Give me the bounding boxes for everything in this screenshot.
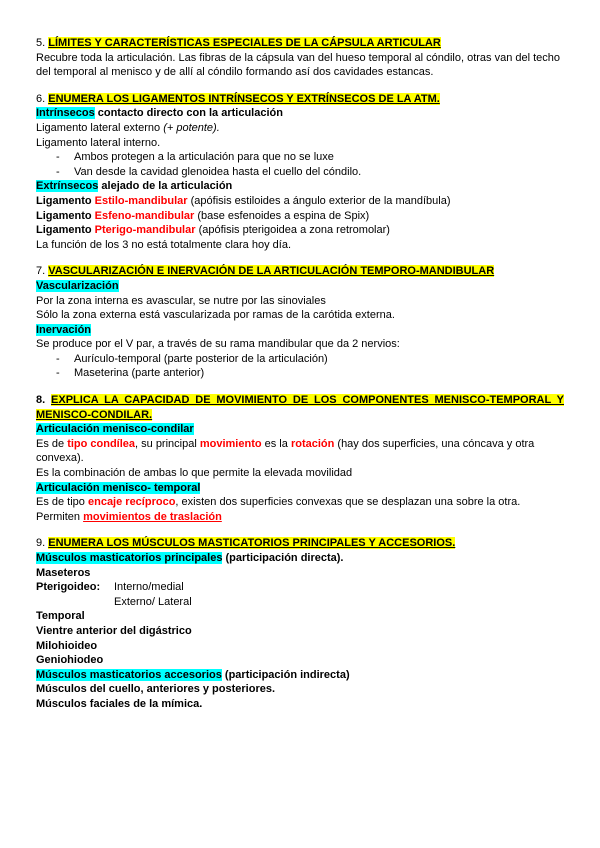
principales-desc: (participación directa). bbox=[222, 552, 344, 564]
section-number: 5. bbox=[36, 37, 46, 49]
lateral-externo: Ligamento lateral externo bbox=[36, 121, 164, 134]
pterigoideo-line bbox=[36, 580, 564, 595]
section-title: ENUMERA LOS LIGAMENTOS INTRÍNSECOS Y EXTRÍNSECOS DE LA ATM. bbox=[48, 92, 440, 105]
section-title: VASCULARIZACIÓN E INERVACIÓN DE LA ARTICULACIÓN TEMPORO-MANDIBULAR bbox=[48, 265, 495, 278]
section-9-heading bbox=[36, 536, 564, 551]
accesorios-desc: (participación indirecta) bbox=[221, 668, 350, 681]
principales-line bbox=[36, 551, 564, 566]
intrinsecos-label: Intrínsecos bbox=[36, 107, 95, 120]
highlight-term: movimientos de traslación bbox=[83, 510, 222, 523]
muscle-item: Vientre anterior del digástrico bbox=[36, 624, 192, 637]
highlight-term: encaje recíproco bbox=[87, 496, 176, 509]
ligament-name: Esfeno-mandibular bbox=[94, 209, 195, 222]
extrinsecos-desc: alejado de la articulación bbox=[98, 180, 233, 193]
ligament-line bbox=[36, 223, 564, 238]
section-8-heading bbox=[36, 393, 564, 422]
inervacion-label: Inervación bbox=[36, 323, 92, 336]
muscle-item: Músculos del cuello, anteriores y posteriores. bbox=[36, 683, 276, 696]
ligament-desc: (apófisis pterigoidea a zona retromolar) bbox=[195, 224, 390, 237]
principales-label: Músculos masticatorios principales bbox=[36, 552, 223, 564]
lateral-externo-note: (+ potente). bbox=[163, 121, 220, 134]
pterigoideo-2: Externo/ Lateral bbox=[114, 595, 192, 608]
ligament-word: Ligamento bbox=[36, 194, 95, 207]
closing-line: La función de los 3 no está totalmente clara hoy día. bbox=[36, 238, 291, 251]
muscle-item: Milohioideo bbox=[36, 639, 98, 652]
accesorios-line bbox=[36, 668, 564, 683]
menisco-temporal-heading bbox=[36, 481, 564, 496]
inervacion-text: Se produce por el V par, a través de su rama mandibular que da 2 nervios: bbox=[36, 338, 400, 351]
ligament-word: Ligamento bbox=[36, 209, 95, 222]
vascularizacion-label: Vascularización bbox=[36, 279, 119, 292]
section-title: EXPLICA LA CAPACIDAD DE MOVIMIENTO DE LOS COMPONENTES MENISCO-TEMPORAL Y MENISCO-CONDILAR. bbox=[36, 394, 564, 421]
section-number: 7. bbox=[36, 265, 46, 278]
lateral-interno-line: Ligamento lateral interno. bbox=[36, 136, 161, 149]
highlight-term: rotación bbox=[290, 437, 335, 450]
muscle-item: Maseteros bbox=[36, 566, 91, 579]
menisco-condilar-heading bbox=[36, 422, 564, 437]
vasc-line-1: Por la zona interna es avascular, se nutre por las sinoviales bbox=[36, 294, 326, 307]
inervacion-heading bbox=[36, 323, 564, 338]
text-run: Es de bbox=[36, 437, 68, 450]
section-title: ENUMERA LOS MÚSCULOS MASTICATORIOS PRINCIPALES Y ACCESORIOS. bbox=[48, 537, 456, 550]
ligament-desc: (base esfenoides a espina de Spix) bbox=[194, 209, 370, 222]
menisco-condilar-label: Articulación menisco-condilar bbox=[36, 423, 194, 436]
intrinsecos-desc: contacto directo con la articulación bbox=[94, 107, 283, 120]
lateral-externo-line bbox=[36, 121, 564, 136]
ligament-name: Pterigo-mandibular bbox=[94, 224, 196, 237]
list-item: - Van desde la cavidad glenoidea hasta el cuello del cóndilo. bbox=[36, 165, 564, 180]
text-run: es la bbox=[261, 437, 291, 450]
list-item: - Maseterina (parte anterior) bbox=[36, 366, 564, 381]
vascularizacion-heading bbox=[36, 279, 564, 294]
ligament-desc: (apófisis estiloides a ángulo exterior de la mandíbula) bbox=[187, 194, 451, 207]
accesorios-label: Músculos masticatorios accesorios bbox=[36, 668, 222, 681]
menisco-temporal-text bbox=[36, 495, 564, 524]
intrinsecos-line bbox=[36, 106, 564, 121]
extrinsecos-line bbox=[36, 179, 564, 194]
highlight-term: movimiento bbox=[199, 437, 262, 450]
text-run: , existen dos superficies convexas que se desplazan una sobre la otra. Permiten bbox=[36, 496, 521, 523]
list-item: - Ambos protegen a la articulación para que no se luxe bbox=[36, 150, 564, 165]
section-number: 9. bbox=[36, 537, 46, 550]
pterigoideo-label: Pterigoideo: bbox=[36, 581, 101, 594]
muscle-item: Músculos faciales de la mímica. bbox=[36, 697, 203, 710]
ligament-name: Estilo-mandibular bbox=[94, 194, 188, 207]
text-run: , su principal bbox=[135, 437, 200, 450]
ligament-line bbox=[36, 194, 564, 209]
pterigoideo-1: Interno/medial bbox=[114, 581, 184, 594]
section-6-heading bbox=[36, 92, 564, 107]
section-number: 8. bbox=[36, 394, 46, 407]
extrinsecos-label: Extrínsecos bbox=[36, 180, 99, 193]
section-7-heading bbox=[36, 264, 564, 279]
ligament-line bbox=[36, 209, 564, 224]
section-number: 6. bbox=[36, 92, 46, 105]
pterigoideo-line-2 bbox=[36, 595, 564, 610]
highlight-term: tipo condílea bbox=[67, 437, 136, 450]
section-title: LÍMITES Y CARACTERÍSTICAS ESPECIALES DE LA CÁPSULA ARTICULAR bbox=[48, 37, 441, 49]
combination-line: Es la combinación de ambas lo que permite la elevada movilidad bbox=[36, 467, 353, 480]
menisco-condilar-text bbox=[36, 437, 564, 466]
list-item: - Aurículo-temporal (parte posterior de la articulación) bbox=[36, 352, 564, 367]
section-5-heading bbox=[36, 36, 564, 51]
section-5-text: Recubre toda la articulación. Las fibras de la cápsula van del hueso temporal al cóndilo, otras van del techo del temporal al menisco y de allí al cóndilo formando así dos cavidades estancas. bbox=[36, 51, 561, 79]
text-run: Es de tipo bbox=[36, 496, 88, 509]
menisco-temporal-label: Articulación menisco- temporal bbox=[36, 481, 201, 494]
muscle-item: Geniohiodeo bbox=[36, 654, 104, 667]
muscle-item: Temporal bbox=[36, 610, 85, 623]
text-run: (hay dos superficies, una cóncava y otra convexa). bbox=[36, 437, 535, 465]
ligament-word: Ligamento bbox=[36, 224, 95, 237]
vasc-line-2: Sólo la zona externa está vascularizada por ramas de la carótida externa. bbox=[36, 309, 395, 322]
